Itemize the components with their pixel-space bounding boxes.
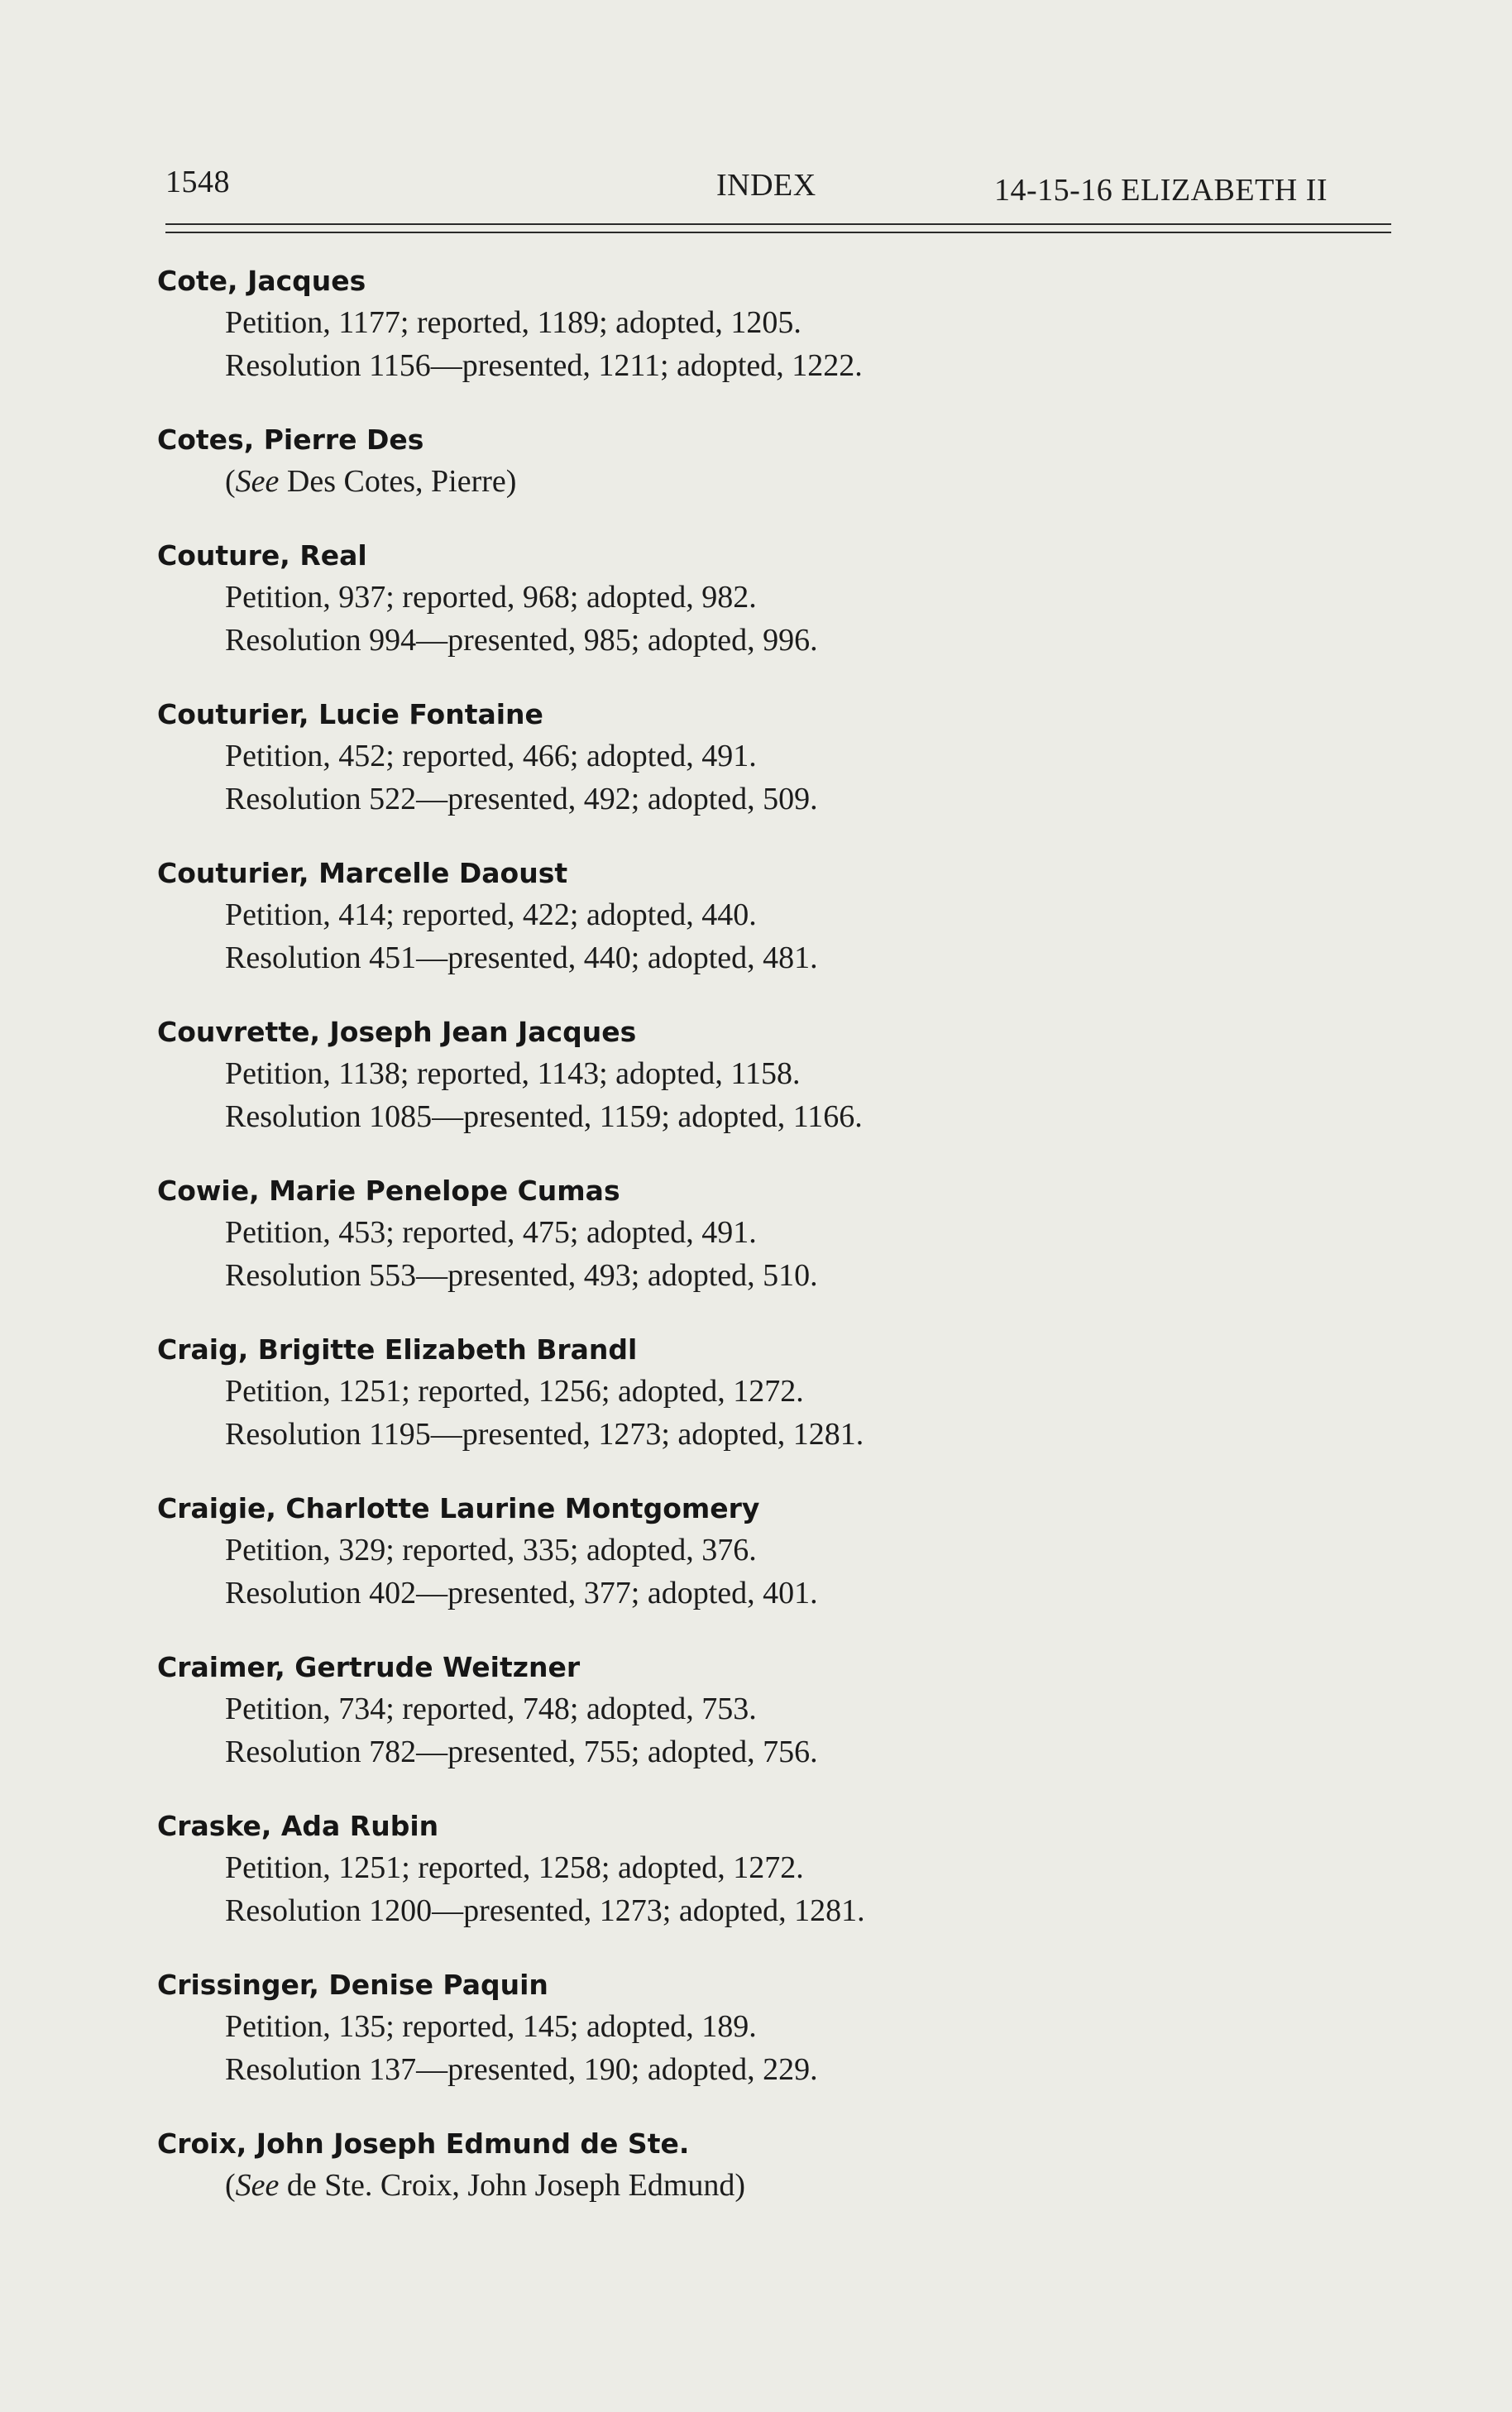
page-title: INDEX xyxy=(716,168,816,203)
entry-name: Craigie, Charlotte Laurine Montgomery xyxy=(157,1492,760,1524)
index-entry xyxy=(157,536,1315,662)
index-entry xyxy=(157,261,1315,387)
entry-name: Cowie, Marie Penelope Cumas xyxy=(157,1175,620,1207)
entry-name: Couturier, Marcelle Daoust xyxy=(157,857,568,889)
resolution-line: Resolution 782—presented, 755; adopted, 756. xyxy=(225,1735,818,1769)
session-label: 14-15-16 ELIZABETH II xyxy=(994,173,1328,208)
entry-name: Craig, Brigitte Elizabeth Brandl xyxy=(157,1333,638,1366)
petition-line: Petition, 453; reported, 475; adopted, 491. xyxy=(225,1215,757,1250)
index-entry xyxy=(157,854,1315,979)
petition-line: Petition, 734; reported, 748; adopted, 753. xyxy=(225,1692,757,1726)
resolution-line: Resolution 553—presented, 493; adopted, 510. xyxy=(225,1258,818,1293)
entry-name: Craske, Ada Rubin xyxy=(157,1810,439,1842)
see-label: See xyxy=(235,2168,280,2203)
resolution-line: Resolution 137—presented, 190; adopted, 229. xyxy=(225,2052,818,2087)
index-entry xyxy=(157,1171,1315,1297)
cross-reference-line: (See de Ste. Croix, John Joseph Edmund) xyxy=(225,2168,746,2203)
petition-line: Petition, 937; reported, 968; adopted, 982. xyxy=(225,580,757,615)
cross-reference-line: (See Des Cotes, Pierre) xyxy=(225,464,517,499)
index-entry xyxy=(157,1965,1315,2091)
entry-name: Crissinger, Denise Paquin xyxy=(157,1969,548,2001)
resolution-line: Resolution 1085—presented, 1159; adopted, 1166. xyxy=(225,1099,863,1134)
resolution-line: Resolution 1156—presented, 1211; adopted, 1222. xyxy=(225,348,863,383)
index-entry xyxy=(157,1012,1315,1138)
page-number: 1548 xyxy=(165,165,230,199)
resolution-line: Resolution 1195—presented, 1273; adopted, 1281. xyxy=(225,1417,864,1452)
petition-line: Petition, 452; reported, 466; adopted, 491. xyxy=(225,739,757,773)
page-header xyxy=(165,157,1390,232)
index-entry xyxy=(157,1648,1315,1773)
entry-name: Couture, Real xyxy=(157,539,367,572)
index-entries xyxy=(157,261,1315,2240)
resolution-line: Resolution 994—presented, 985; adopted, 996. xyxy=(225,623,818,658)
index-entry xyxy=(157,1489,1315,1615)
entry-name: Couvrette, Joseph Jean Jacques xyxy=(157,1016,637,1048)
index-entry xyxy=(157,1807,1315,1932)
entry-name: Cote, Jacques xyxy=(157,265,366,297)
petition-line: Petition, 329; reported, 335; adopted, 376. xyxy=(225,1533,757,1567)
petition-line: Petition, 414; reported, 422; adopted, 440. xyxy=(225,897,757,932)
petition-line: Petition, 1251; reported, 1256; adopted, 1272. xyxy=(225,1374,804,1409)
petition-line: Petition, 135; reported, 145; adopted, 189. xyxy=(225,2009,757,2044)
index-entry xyxy=(157,2124,1315,2207)
entry-name: Croix, John Joseph Edmund de Ste. xyxy=(157,2127,690,2160)
index-entry xyxy=(157,695,1315,821)
resolution-line: Resolution 522—presented, 492; adopted, 509. xyxy=(225,782,818,816)
see-target: de Ste. Croix, John Joseph Edmund xyxy=(286,2168,735,2203)
entry-name: Craimer, Gertrude Weitzner xyxy=(157,1651,581,1683)
index-entry xyxy=(157,420,1315,503)
petition-line: Petition, 1251; reported, 1258; adopted, 1272. xyxy=(225,1850,804,1885)
resolution-line: Resolution 402—presented, 377; adopted, 401. xyxy=(225,1576,818,1610)
resolution-line: Resolution 1200—presented, 1273; adopted, 1281. xyxy=(225,1893,865,1928)
resolution-line: Resolution 451—presented, 440; adopted, 481. xyxy=(225,940,818,975)
header-rule-top xyxy=(165,223,1391,225)
header-rule-bottom xyxy=(165,232,1391,233)
entry-name: Cotes, Pierre Des xyxy=(157,424,424,456)
entry-name: Couturier, Lucie Fontaine xyxy=(157,698,543,730)
petition-line: Petition, 1177; reported, 1189; adopted, 1205. xyxy=(225,305,801,340)
see-label: See xyxy=(235,464,280,499)
index-entry xyxy=(157,1330,1315,1456)
petition-line: Petition, 1138; reported, 1143; adopted, 1158. xyxy=(225,1056,801,1091)
see-target: Des Cotes, Pierre xyxy=(286,464,506,499)
